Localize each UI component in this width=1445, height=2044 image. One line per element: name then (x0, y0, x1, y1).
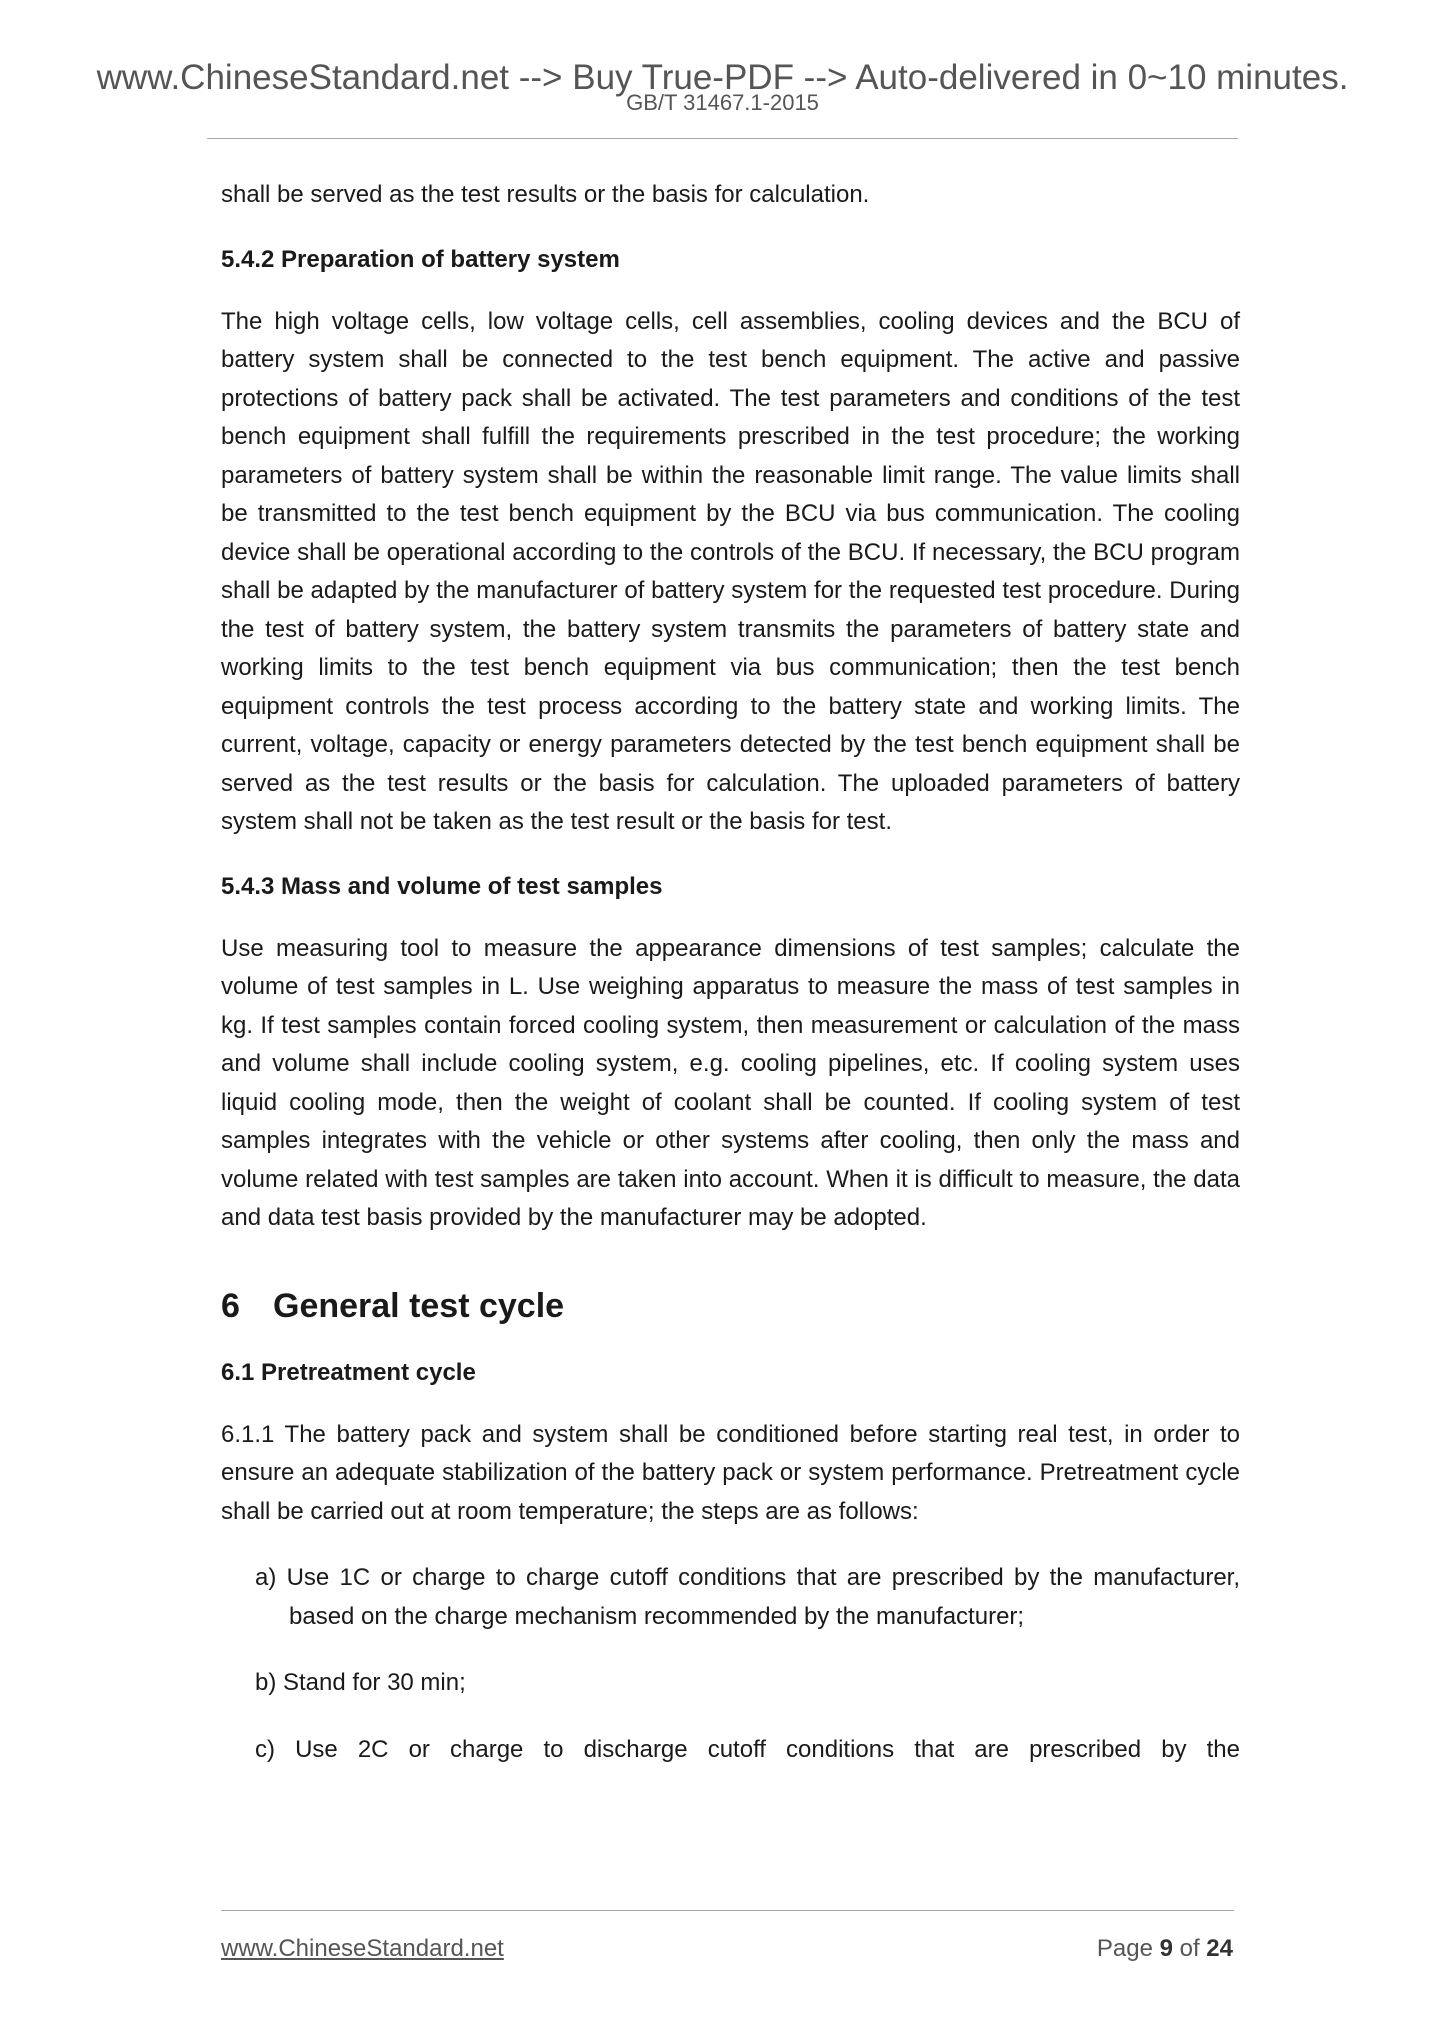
heading-6-1: 6.1 Pretreatment cycle (221, 1358, 476, 1386)
header-banner: www.ChineseStandard.net --> Buy True-PDF --> Auto-delivered in 0~10 minutes. (96, 58, 1349, 97)
footer-website-link[interactable]: www.ChineseStandard.net (221, 1935, 504, 1962)
standard-code: GB/T 31467.1-2015 (626, 90, 819, 115)
header-divider (207, 138, 1238, 139)
page-current: 9 (1159, 1935, 1173, 1962)
paragraph-5-4-3: Use measuring tool to measure the appearance dimensions of test samples; calculate the volume of test samples in L. Use weighing apparatus to measure the mass of test samples in kg. If test samples contain forced cooling system, then measurement or calculation of the mass and volume shall include cooling system, e.g. cooling pipelines, etc. If cooling system uses liquid cooling mode, then the weight of coolant shall be counted. If cooling system of test samples integrates with the vehicle or other systems after cooling, then only the mass and volume related with test samples are taken into account. When it is difficult to measure, the data and data test basis provided by the manufacturer may be adopted. (221, 934, 1240, 1231)
page-prefix: Page (1096, 1935, 1160, 1962)
list-item (255, 1664, 1240, 1703)
heading-5-4-3: 5.4.3 Mass and volume of test samples (221, 872, 663, 900)
footer-divider (221, 1910, 1234, 1911)
list-item-a: a) Use 1C or charge to charge cutoff conditions that are prescribed by the manufacturer, based on the charge mechanism recommended by the manufacturer; (255, 1564, 1240, 1630)
paragraph-5-4-2: The high voltage cells, low voltage cells, cell assemblies, cooling devices and the BCU of battery system shall be connected to the test bench equipment. The active and passive protections of battery pack shall be activated. The test parameters and conditions of the test bench equipment shall fulfill the requirements prescribed in the test procedure; the working parameters of battery system shall be within the reasonable limit range. The value limits shall be transmitted to the test bench equipment by the BCU via bus communication. The cooling device shall be operational according to the controls of the BCU. If necessary, the BCU program shall be adapted by the manufacturer of battery system for the requested test procedure. During the test of battery system, the battery system transmits the parameters of battery state and working limits to the test bench equipment via bus communication; then the test bench equipment controls the test process according to the battery state and working limits. The current, voltage, capacity or energy parameters detected by the test bench equipment shall be served as the test results or the basis for calculation. The uploaded parameters of battery system shall not be taken as the test result or the basis for test. (221, 307, 1240, 835)
list-item-c: c) Use 2C or charge to discharge cutoff conditions that are prescribed by the (255, 1735, 1240, 1763)
page-total: 24 (1206, 1935, 1233, 1962)
page-of: of (1172, 1935, 1207, 1962)
heading-6-title: General test cycle (273, 1286, 565, 1325)
list-item (255, 1731, 1240, 1770)
heading-6 (221, 1284, 1240, 1328)
heading-5-4-2: 5.4.2 Preparation of battery system (221, 245, 620, 273)
heading-6-number: 6 (221, 1286, 240, 1325)
paragraph-6-1-1: 6.1.1 The battery pack and system shall be conditioned before starting real test, in order to ensure an adequate stabilization of the battery pack or system performance. Pretreatment cycle shall be carried out at room temperature; the steps are as follows: (221, 1420, 1240, 1525)
page-content (221, 176, 1240, 1797)
page-number (1097, 1934, 1233, 1964)
list-item-b: b) Stand for 30 min; (255, 1669, 466, 1696)
list-item (255, 1559, 1240, 1636)
paragraph-intro: shall be served as the test results or the basis for calculation. (221, 181, 870, 208)
